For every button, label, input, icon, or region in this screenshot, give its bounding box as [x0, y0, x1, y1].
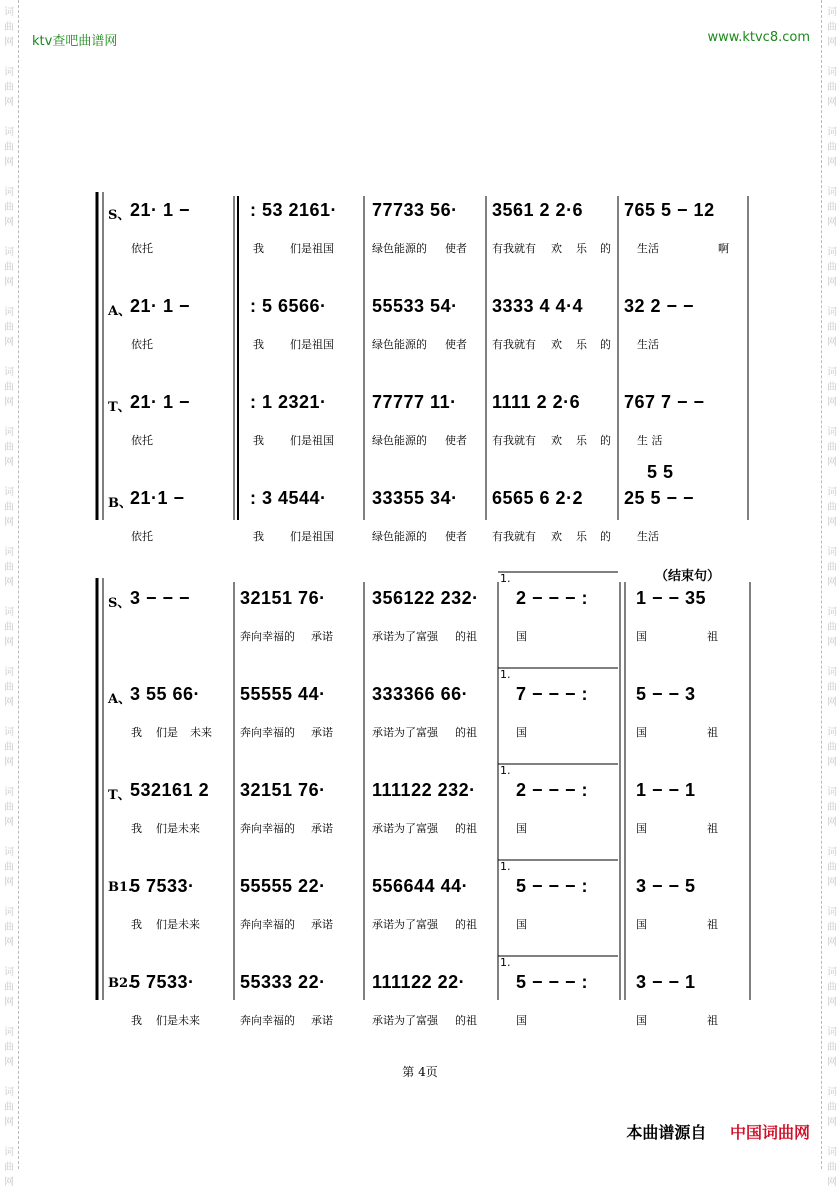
lyric-text: 奔向幸福的 [240, 726, 295, 739]
watermark-char: 网 [827, 277, 837, 288]
watermark-char: 词 [4, 427, 14, 438]
lyric-text: 依托 [131, 338, 153, 351]
watermark-char: 曲 [827, 1162, 837, 1173]
lyric-text: 们是祖国 [290, 338, 334, 351]
watermark-char: 网 [4, 217, 14, 228]
lyric-text: 国 [636, 1014, 647, 1027]
lyric-text: 承诺为了富强 [372, 918, 438, 931]
watermark-char: 网 [827, 997, 837, 1008]
watermark-char: 网 [827, 577, 837, 588]
measure-notes: 5 − − − : [516, 876, 589, 896]
watermark-char: 网 [4, 157, 14, 168]
lyric-text: 乐 [576, 338, 587, 351]
lyric-text: 乐 [576, 242, 587, 255]
watermark-char: 网 [4, 637, 14, 648]
watermark-char: 词 [827, 967, 837, 978]
lyric-text: 承诺为了富强 [372, 630, 438, 643]
lyric-text: 承诺为了富强 [372, 1014, 438, 1027]
lyric-text: 的 [600, 242, 611, 255]
lyric-text: 的 [600, 434, 611, 447]
measure-notes: : 53 2161· [250, 200, 338, 220]
right-watermark-strip [821, 0, 840, 1188]
watermark-char: 词 [4, 67, 14, 78]
watermark-char: 词 [827, 787, 837, 798]
watermark-char: 网 [4, 397, 14, 408]
measure-notes: 33355 34· [372, 488, 458, 508]
lyric-text: 的祖 [455, 630, 477, 643]
watermark-char: 词 [827, 727, 837, 738]
measure-notes: 532161 2 [130, 780, 210, 800]
measure-notes: 77733 56· [372, 200, 458, 220]
volta-number: 1. [500, 668, 511, 681]
watermark-char: 词 [4, 907, 14, 918]
lyric-text: 我 [253, 530, 264, 543]
watermark-char: 曲 [827, 562, 837, 573]
watermark-char: 词 [4, 787, 14, 798]
watermark-char: 网 [4, 1117, 14, 1128]
lyric-text: 承诺 [311, 726, 333, 739]
lyric-text: 国 [516, 918, 527, 931]
watermark-char: 词 [827, 307, 837, 318]
lyric-text: 我 [131, 1014, 142, 1027]
watermark-char: 网 [827, 1117, 837, 1128]
lyric-text: 欢 [551, 434, 562, 447]
measure-notes: 556644 44· [372, 876, 469, 896]
lyric-text: 们是 [156, 726, 178, 739]
measure-notes: 21· 1 − [130, 296, 191, 316]
lyric-text: 使者 [445, 338, 467, 351]
watermark-char: 曲 [827, 202, 837, 213]
watermark-char: 曲 [827, 922, 837, 933]
watermark-char: 网 [827, 397, 837, 408]
watermark-char: 词 [827, 427, 837, 438]
measure-notes: 767 7 − − [624, 392, 705, 412]
watermark-char: 词 [827, 1027, 837, 1038]
watermark-char: 词 [827, 7, 837, 18]
lyric-text: 们是祖国 [290, 530, 334, 543]
voice-label: B、 [108, 496, 132, 511]
source-credit [626, 1120, 810, 1143]
lyric-text: 承诺为了富强 [372, 822, 438, 835]
lyric-text: 祖 [707, 918, 718, 931]
lyric-text: 绿色能源的 [372, 242, 427, 255]
voice-label: A、 [108, 304, 132, 319]
lyric-text: 生 活 [637, 434, 663, 447]
lyric-text: 有我就有 [492, 530, 536, 543]
watermark-char: 网 [4, 817, 14, 828]
watermark-char: 词 [4, 847, 14, 858]
lyric-text: 国 [516, 726, 527, 739]
lyric-text: 祖 [707, 822, 718, 835]
measure-notes: 21·1 − [130, 488, 185, 508]
watermark-char: 网 [827, 1057, 837, 1068]
lyric-text: 的祖 [455, 1014, 477, 1027]
watermark-char: 曲 [827, 742, 837, 753]
lyric-text: 我 [253, 434, 264, 447]
watermark-char: 网 [4, 757, 14, 768]
watermark-char: 网 [827, 217, 837, 228]
lyric-text: 依托 [131, 242, 153, 255]
voice-label: S、 [108, 596, 131, 611]
site-name: ktv查吧曲谱网 [32, 34, 118, 49]
measure-notes: 1 − − 1 [636, 780, 696, 800]
watermark-char: 词 [827, 67, 837, 78]
lyric-text: 生活 [637, 242, 659, 255]
watermark-char: 词 [4, 487, 14, 498]
measure-notes: 1 − − 35 [636, 588, 707, 608]
lyric-text: 绿色能源的 [372, 434, 427, 447]
lyric-text: 祖 [707, 1014, 718, 1027]
source-site: 中国词曲网 [729, 1123, 810, 1142]
lyric-text: 奔向幸福的 [240, 1014, 295, 1027]
lyric-text: 国 [636, 918, 647, 931]
measure-notes: : 5 6566· [250, 296, 327, 316]
upper-notes: 5 5 [647, 462, 674, 482]
watermark-char: 词 [4, 1027, 14, 1038]
left-watermark-strip [0, 0, 19, 1188]
watermark-char: 网 [827, 757, 837, 768]
lyric-text: 绿色能源的 [372, 530, 427, 543]
lyric-text: 依托 [131, 530, 153, 543]
measure-notes: 5 7533· [130, 876, 195, 896]
measure-notes: 55533 54· [372, 296, 458, 316]
lyric-text: 使者 [445, 434, 467, 447]
lyric-text: 欢 [551, 338, 562, 351]
watermark-char: 网 [4, 877, 14, 888]
lyric-text: 的祖 [455, 726, 477, 739]
lyric-text: 国 [516, 1014, 527, 1027]
watermark-char: 曲 [4, 82, 14, 93]
watermark-char: 曲 [827, 22, 837, 33]
lyric-text: 们是祖国 [290, 242, 334, 255]
watermark-char: 网 [827, 157, 837, 168]
watermark-char: 网 [4, 1177, 14, 1188]
source-label: 本曲谱源自 [626, 1123, 707, 1142]
lyric-text: 啊 [718, 242, 729, 255]
watermark-char: 网 [827, 37, 837, 48]
watermark-char: 网 [4, 1057, 14, 1068]
measure-notes: 1111 2 2·6 [492, 392, 581, 412]
lyric-text: 承诺 [311, 822, 333, 835]
lyric-text: 我 [131, 726, 142, 739]
watermark-char: 网 [827, 817, 837, 828]
lyric-text: 欢 [551, 530, 562, 543]
watermark-char: 词 [4, 727, 14, 738]
lyric-text: 国 [636, 822, 647, 835]
ending-label: （结束句） [655, 569, 721, 584]
measure-notes: 5 − − 3 [636, 684, 696, 704]
watermark-char: 词 [4, 1087, 14, 1098]
watermark-char: 词 [4, 307, 14, 318]
lyric-text: 祖 [707, 726, 718, 739]
watermark-char: 网 [4, 997, 14, 1008]
watermark-char: 词 [827, 667, 837, 678]
watermark-char: 网 [4, 337, 14, 348]
watermark-char: 曲 [827, 862, 837, 873]
watermark-char: 网 [4, 697, 14, 708]
watermark-char: 网 [827, 877, 837, 888]
lyric-text: 乐 [576, 530, 587, 543]
measure-notes: 21· 1 − [130, 392, 191, 412]
voice-label: B2. [108, 976, 133, 991]
measure-notes: 3 − − 5 [636, 876, 696, 896]
lyric-text: 祖 [707, 630, 718, 643]
measure-notes: 7 − − − : [516, 684, 589, 704]
watermark-char: 网 [827, 937, 837, 948]
lyric-text: 奔向幸福的 [240, 918, 295, 931]
watermark-char: 词 [4, 367, 14, 378]
lyric-text: 承诺 [311, 1014, 333, 1027]
watermark-char: 曲 [827, 1042, 837, 1053]
measure-notes: 55555 22· [240, 876, 326, 896]
measure-notes: 5 7533· [130, 972, 195, 992]
lyric-text: 使者 [445, 530, 467, 543]
measure-notes: 3561 2 2·6 [492, 200, 584, 220]
measure-notes: 21· 1 − [130, 200, 191, 220]
voice-label: S、 [108, 208, 131, 223]
volta-number: 1. [500, 572, 511, 585]
watermark-char: 网 [827, 97, 837, 108]
lyric-text: 我 [253, 242, 264, 255]
measure-notes: 5 − − − : [516, 972, 589, 992]
measure-notes: 55333 22· [240, 972, 326, 992]
lyric-text: 们是祖国 [290, 434, 334, 447]
volta-number: 1. [500, 764, 511, 777]
watermark-char: 词 [4, 187, 14, 198]
measure-notes: : 1 2321· [250, 392, 327, 412]
watermark-char: 曲 [4, 562, 14, 573]
watermark-char: 网 [827, 457, 837, 468]
watermark-char: 网 [827, 697, 837, 708]
lyric-text: 承诺 [311, 918, 333, 931]
lyric-text: 的祖 [455, 918, 477, 931]
watermark-char: 曲 [827, 322, 837, 333]
lyric-text: 们是未来 [156, 918, 200, 931]
lyric-text: 的 [600, 338, 611, 351]
watermark-char: 词 [827, 367, 837, 378]
measure-notes: 3 − − − [130, 588, 191, 608]
watermark-char: 词 [4, 7, 14, 18]
watermark-char: 网 [827, 637, 837, 648]
watermark-char: 曲 [4, 1102, 14, 1113]
watermark-char: 曲 [827, 622, 837, 633]
lyric-text: 欢 [551, 242, 562, 255]
measure-notes: 3 55 66· [130, 684, 201, 704]
watermark-char: 词 [4, 1147, 14, 1158]
volta-number: 1. [500, 860, 511, 873]
measure-notes: 32151 76· [240, 588, 326, 608]
watermark-char: 曲 [4, 382, 14, 393]
lyric-text: 有我就有 [492, 434, 536, 447]
lyric-text: 承诺为了富强 [372, 726, 438, 739]
watermark-char: 词 [827, 247, 837, 258]
watermark-char: 词 [827, 907, 837, 918]
watermark-char: 曲 [4, 202, 14, 213]
volta-number: 1. [500, 956, 511, 969]
watermark-char: 词 [827, 547, 837, 558]
watermark-char: 词 [827, 607, 837, 618]
watermark-char: 曲 [827, 142, 837, 153]
lyric-text: 绿色能源的 [372, 338, 427, 351]
measure-notes: 3333 4 4·4 [492, 296, 584, 316]
measure-notes: 765 5 − 12 [624, 200, 715, 220]
lyric-text: 国 [516, 630, 527, 643]
watermark-char: 曲 [827, 802, 837, 813]
watermark-char: 曲 [4, 442, 14, 453]
measure-notes: 111122 232· [372, 780, 476, 800]
lyric-text: 们是未来 [156, 1014, 200, 1027]
voice-label: T、 [108, 788, 131, 803]
watermark-char: 曲 [4, 922, 14, 933]
lyric-text: 我 [253, 338, 264, 351]
lyric-text: 未来 [190, 726, 212, 739]
lyric-text: 们是未来 [156, 822, 200, 835]
voice-label: A、 [108, 692, 132, 707]
measure-notes: 6565 6 2·2 [492, 488, 584, 508]
watermark-char: 曲 [4, 502, 14, 513]
watermark-char: 曲 [827, 82, 837, 93]
lyric-text: 我 [131, 822, 142, 835]
watermark-char: 网 [4, 277, 14, 288]
lyric-text: 使者 [445, 242, 467, 255]
lyric-text: 奔向幸福的 [240, 630, 295, 643]
watermark-char: 网 [4, 457, 14, 468]
watermark-char: 曲 [4, 982, 14, 993]
measure-notes: 55555 44· [240, 684, 326, 704]
watermark-char: 词 [827, 847, 837, 858]
lyric-text: 乐 [576, 434, 587, 447]
watermark-char: 词 [827, 187, 837, 198]
watermark-char: 曲 [4, 742, 14, 753]
lyric-text: 奔向幸福的 [240, 822, 295, 835]
watermark-char: 曲 [827, 1102, 837, 1113]
lyric-text: 的祖 [455, 822, 477, 835]
watermark-char: 曲 [827, 982, 837, 993]
measure-notes: 3 − − 1 [636, 972, 696, 992]
measure-notes: 333366 66· [372, 684, 469, 704]
lyric-text: 生活 [637, 338, 659, 351]
watermark-char: 曲 [827, 262, 837, 273]
lyric-text: 国 [636, 726, 647, 739]
watermark-char: 网 [827, 1177, 837, 1188]
measure-notes: 2 − − − : [516, 780, 589, 800]
measure-notes: 356122 232· [372, 588, 479, 608]
voice-label: B1. [108, 880, 133, 895]
watermark-char: 曲 [4, 682, 14, 693]
watermark-char: 曲 [4, 1162, 14, 1173]
measure-notes: 77777 11· [372, 392, 457, 412]
watermark-char: 词 [827, 1087, 837, 1098]
watermark-char: 曲 [827, 382, 837, 393]
watermark-char: 词 [4, 967, 14, 978]
watermark-char: 曲 [4, 802, 14, 813]
watermark-char: 词 [4, 667, 14, 678]
watermark-char: 网 [4, 97, 14, 108]
watermark-char: 曲 [827, 682, 837, 693]
voice-label: T、 [108, 400, 131, 415]
watermark-char: 网 [4, 517, 14, 528]
watermark-char: 曲 [4, 262, 14, 273]
lyric-text: 的 [600, 530, 611, 543]
watermark-char: 曲 [4, 142, 14, 153]
measure-notes: 32151 76· [240, 780, 326, 800]
lyric-text: 承诺 [311, 630, 333, 643]
watermark-char: 词 [827, 127, 837, 138]
lyric-text: 有我就有 [492, 242, 536, 255]
measure-notes: 111122 22· [372, 972, 466, 992]
lyric-text: 国 [636, 630, 647, 643]
watermark-char: 曲 [827, 442, 837, 453]
watermark-char: 曲 [4, 622, 14, 633]
watermark-char: 词 [827, 487, 837, 498]
measure-notes: 25 5 − − [624, 488, 695, 508]
measure-notes: 2 − − − : [516, 588, 589, 608]
watermark-char: 词 [827, 1147, 837, 1158]
watermark-char: 曲 [4, 322, 14, 333]
watermark-char: 网 [827, 337, 837, 348]
watermark-char: 曲 [4, 22, 14, 33]
watermark-char: 词 [4, 247, 14, 258]
lyric-text: 生活 [637, 530, 659, 543]
watermark-char: 词 [4, 127, 14, 138]
watermark-char: 网 [4, 577, 14, 588]
lyric-text: 我 [131, 918, 142, 931]
page-number: 第 4页 [402, 1065, 438, 1079]
lyric-text: 依托 [131, 434, 153, 447]
measure-notes: : 3 4544· [250, 488, 327, 508]
watermark-char: 网 [4, 37, 14, 48]
watermark-char: 词 [4, 547, 14, 558]
measure-notes: 32 2 − − [624, 296, 695, 316]
watermark-char: 曲 [827, 502, 837, 513]
watermark-char: 词 [4, 607, 14, 618]
lyric-text: 国 [516, 822, 527, 835]
watermark-char: 网 [827, 517, 837, 528]
watermark-char: 网 [4, 937, 14, 948]
lyric-text: 有我就有 [492, 338, 536, 351]
watermark-char: 曲 [4, 862, 14, 873]
watermark-char: 曲 [4, 1042, 14, 1053]
site-url: www.ktvc8.com [707, 30, 810, 45]
